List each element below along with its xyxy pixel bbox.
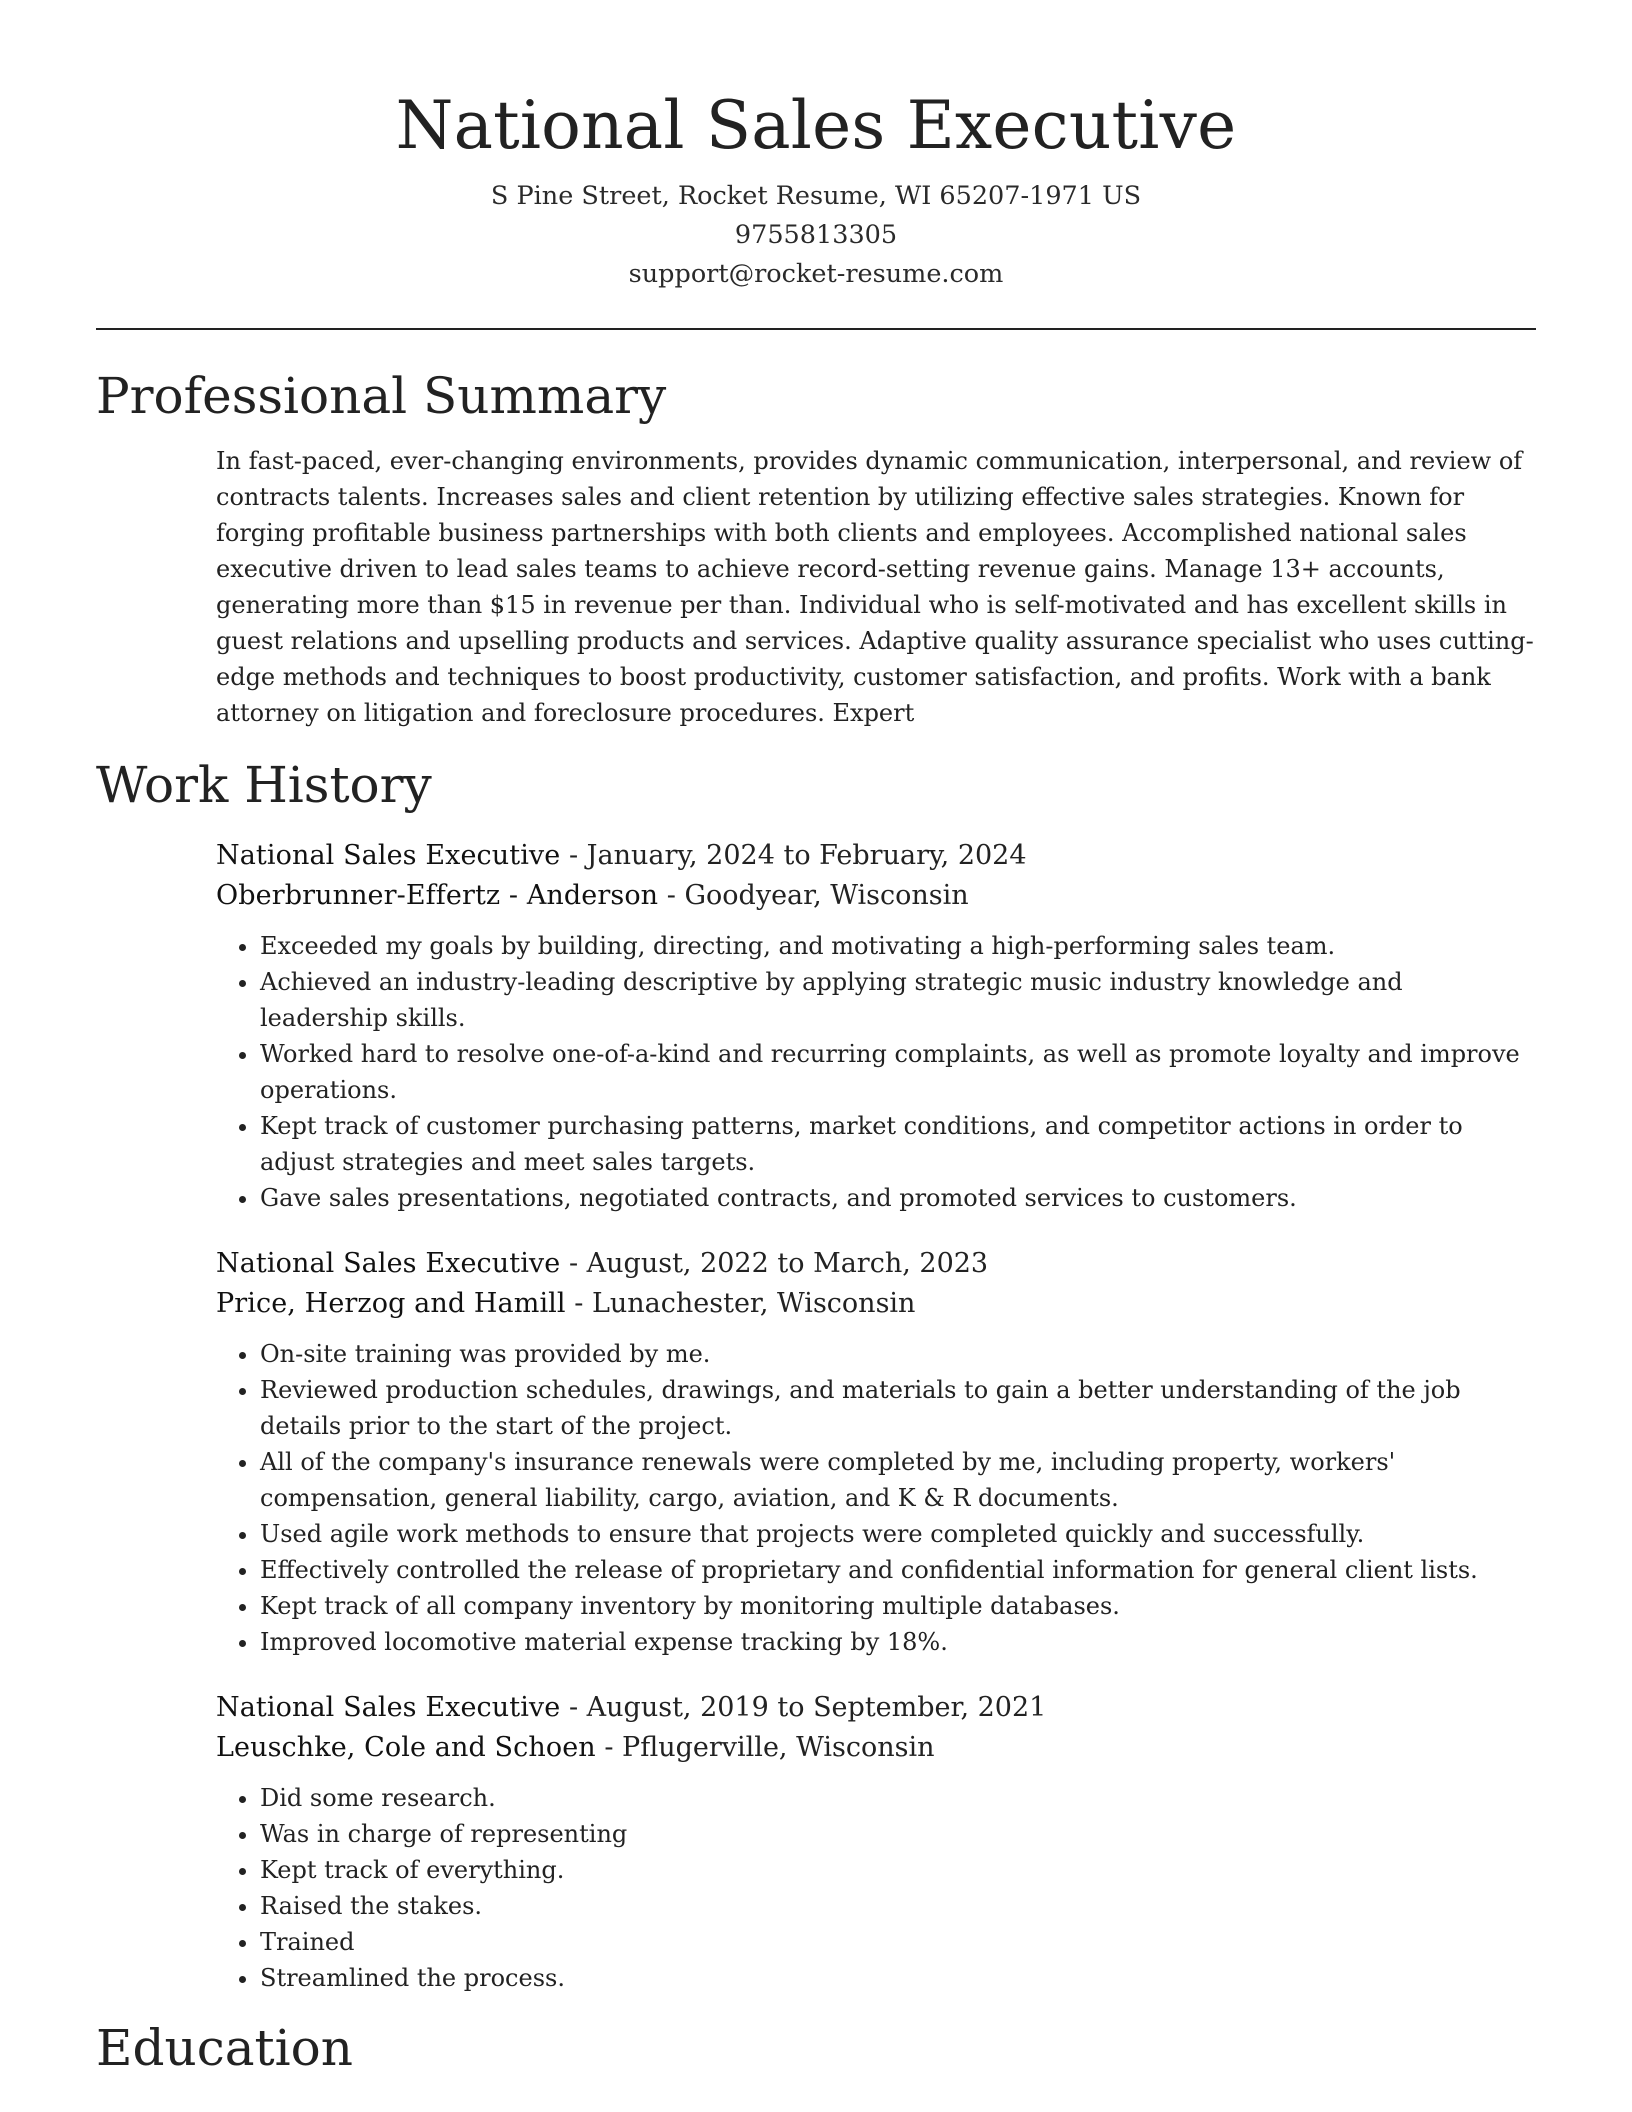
job-company: Leuschke, Cole and Schoen	[216, 1732, 596, 1763]
list-item: • Kept track of customer purchasing patterns, market conditions, and competitor actions in order to adjust strategies and meet sales targets.	[260, 1108, 1536, 1180]
job-company-line	[216, 1728, 1536, 1768]
job-bullet-list	[216, 1336, 1536, 1660]
list-item: • Effectively controlled the release of proprietary and confidential information for general client lists.	[260, 1552, 1536, 1588]
resume-header	[96, 0, 1536, 294]
job-title-line	[216, 836, 1536, 876]
job-bullet-list	[216, 928, 1536, 1216]
job-dates: - August, 2019 to September, 2021	[560, 1692, 1047, 1723]
list-item: • Achieved an industry-leading descriptive by applying strategic music industry knowledge and leadership skills.	[260, 964, 1536, 1036]
list-item: • Exceeded my goals by building, directing, and motivating a high-performing sales team.	[260, 928, 1536, 964]
job-role: National Sales Executive	[216, 840, 561, 871]
job-location: - Goodyear, Wisconsin	[658, 880, 969, 911]
section-title-work-history: Work History	[96, 756, 432, 814]
job-title-line	[216, 1688, 1536, 1728]
list-item: • Improved locomotive material expense tracking by 18%.	[260, 1624, 1536, 1660]
summary-paragraph: In fast-paced, ever-changing environments, provides dynamic communication, interpersonal, and review of contracts talents. Increases sales and client retention by utilizing effective sales strategies. Known for forging profitable business partnerships with both clients and employees. Accomplished national sales executive driven to lead sales teams to achieve record-setting revenue gains. Manage 13+ accounts, generating more than $15 in revenue per than. Individual who is self-motivated and has excellent skills in guest relations and upselling products and services. Adaptive quality assurance specialist who uses cutting-edge methods and techniques to boost productivity, customer satisfaction, and profits. Work with a bank attorney on litigation and foreclosure procedures. Expert	[216, 447, 1534, 727]
contact-info	[96, 177, 1536, 294]
list-item: • Raised the stakes.	[260, 1888, 1536, 1924]
job-dates: - January, 2024 to February, 2024	[560, 840, 1027, 871]
job-title-line	[216, 1244, 1536, 1284]
email-text: support@rocket-resume.com	[628, 259, 1004, 289]
list-item: • All of the company's insurance renewals were completed by me, including property, workers' compensation, general liability, cargo, aviation, and K & R documents.	[260, 1444, 1536, 1516]
job-company: Oberbrunner-Effertz - Anderson	[216, 880, 659, 911]
address-text: S Pine Street, Rocket Resume, WI 65207-1971 US	[490, 181, 1142, 211]
list-item: • Reviewed production schedules, drawings, and materials to gain a better understanding of the job details prior to the start of the project.	[260, 1372, 1536, 1444]
section-title-summary: Professional Summary	[96, 367, 667, 425]
list-item: • Worked hard to resolve one-of-a-kind and recurring complaints, as well as promote loyalty and improve operations.	[260, 1036, 1536, 1108]
list-item: • Kept track of all company inventory by monitoring multiple databases.	[260, 1588, 1536, 1624]
job-company-line	[216, 1284, 1536, 1324]
phone-text: 9755813305	[734, 220, 898, 250]
resume-page	[96, 0, 1536, 2078]
job-company-line	[216, 876, 1536, 916]
job-dates: - August, 2022 to March, 2023	[560, 1248, 989, 1279]
list-item: • Trained	[260, 1924, 1536, 1960]
job-location: - Pflugerville, Wisconsin	[595, 1732, 935, 1763]
job-bullet-list	[216, 1780, 1536, 1996]
job-location: - Lunachester, Wisconsin	[565, 1288, 916, 1319]
list-item: • Did some research.	[260, 1780, 1536, 1816]
list-item: • Used agile work methods to ensure that projects were completed quickly and successfully.	[260, 1516, 1536, 1552]
candidate-name: National Sales Executive	[395, 87, 1237, 164]
job-entry	[216, 836, 1536, 1216]
list-item: • Streamlined the process.	[260, 1960, 1536, 1996]
list-item: • Gave sales presentations, negotiated contracts, and promoted services to customers.	[260, 1180, 1536, 1216]
header-divider	[96, 328, 1536, 330]
list-item: • Kept track of everything.	[260, 1852, 1536, 1888]
job-role: National Sales Executive	[216, 1248, 561, 1279]
job-entry	[216, 1688, 1536, 1996]
job-company: Price, Herzog and Hamill	[216, 1288, 566, 1319]
job-entry	[216, 1244, 1536, 1660]
job-role: National Sales Executive	[216, 1692, 561, 1723]
list-item: • Was in charge of representing	[260, 1816, 1536, 1852]
section-title-education: Education	[96, 2019, 353, 2077]
list-item: • On-site training was provided by me.	[260, 1336, 1536, 1372]
